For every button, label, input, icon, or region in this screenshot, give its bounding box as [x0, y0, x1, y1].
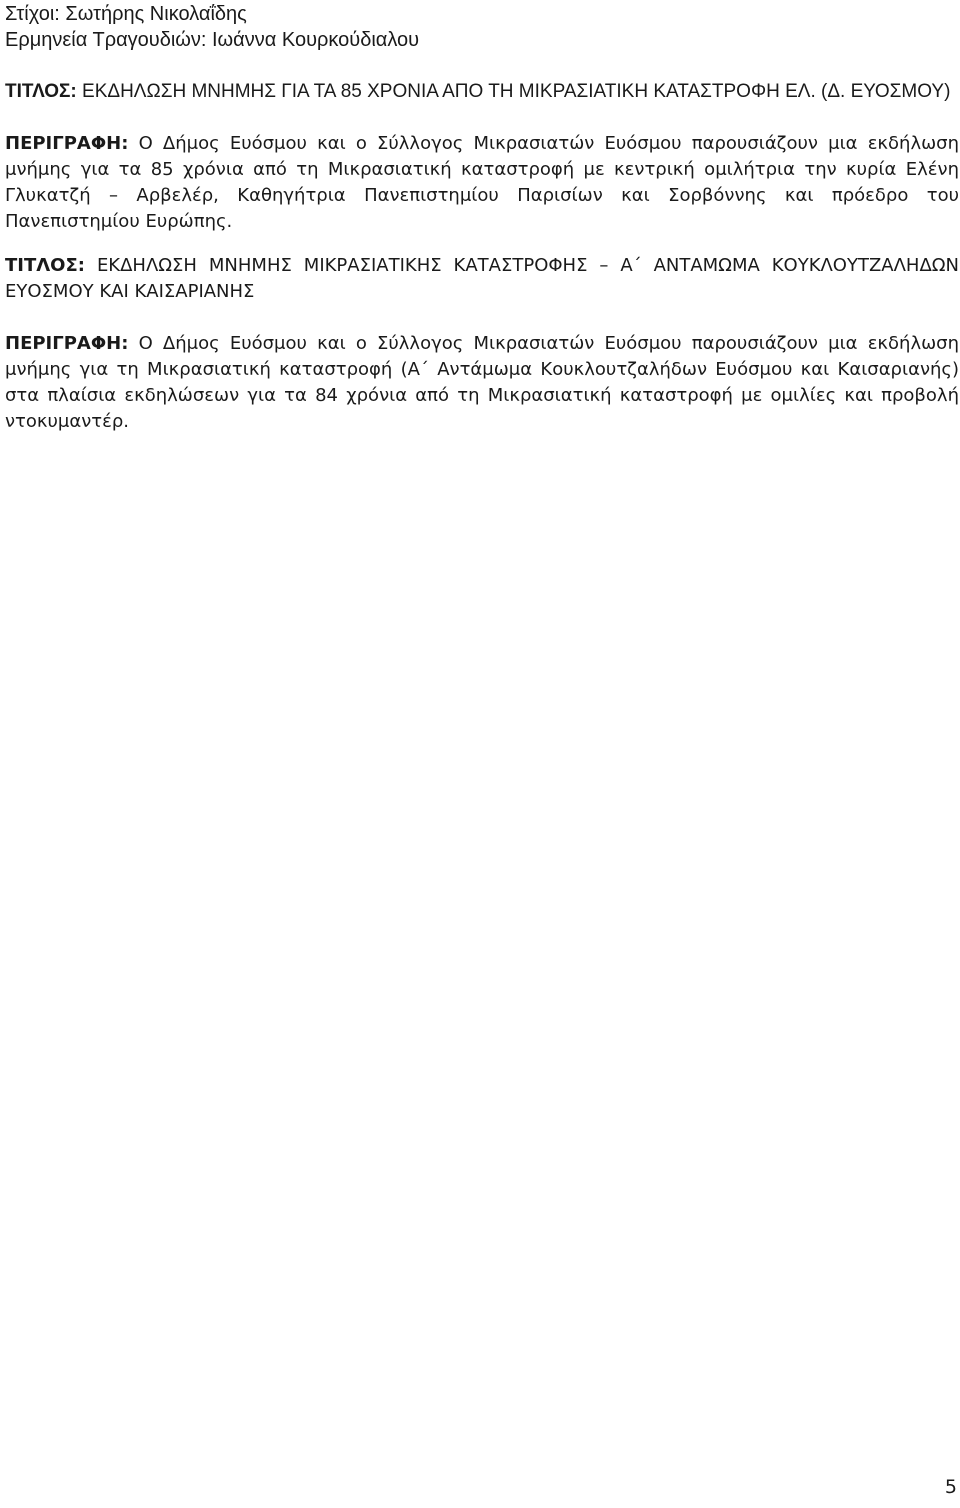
title-label: ΤΙΤΛΟΣ:: [5, 255, 85, 276]
page-number: 5: [944, 1476, 957, 1498]
entry-description: [5, 131, 959, 235]
title-label: ΤΙΤΛΟΣ:: [5, 81, 77, 102]
entry-1: [5, 79, 959, 235]
title-text: ΕΚΔΗΛΩΣΗ ΜΝΗΜΗΣ ΓΙΑ ΤΑ 85 ΧΡΟΝΙΑ ΑΠΟ ΤΗ ΜΙΚΡΑΣΙΑΤΙΚΗ ΚΑΤΑΣΤΡΟΦΗ ΕΛ. (Δ. ΕΥΟΣΜΟΥ): [82, 81, 951, 102]
description-text: Ο Δήμος Ευόσμου και ο Σύλλογος Μικρασιατών Ευόσμου παρουσιάζουν μια εκδήλωση μνήμης για τη Μικρασιατική καταστροφή (Α΄ Αντάμωμα Κουκλουτζαλήδων Ευόσμου και Καισαριανής) στα πλαίσια εκδηλώσεων για τα 84 χρόνια από τη Μικρασιατική καταστροφή με ομιλίες και προβολή ντοκυμαντέρ.: [5, 333, 959, 432]
entry-2: [5, 253, 959, 435]
title-text: ΕΚΔΗΛΩΣΗ ΜΝΗΜΗΣ ΜΙΚΡΑΣΙΑΤΙΚΗΣ ΚΑΤΑΣΤΡΟΦΗΣ – Α΄ ΑΝΤΑΜΩΜΑ ΚΟΥΚΛΟΥΤΖΑΛΗΔΩΝ ΕΥΟΣΜΟΥ ΚΑΙ ΚΑΙΣΑΡΙΑΝΗΣ: [5, 255, 959, 302]
credits: [5, 1, 959, 53]
lyrics-credit: Στίχοι: Σωτήρης Νικολαΐδης: [5, 3, 247, 25]
description-text: Ο Δήμος Ευόσμου και ο Σύλλογος Μικρασιατών Ευόσμου παρουσιάζουν μια εκδήλωση μνήμης για τα 85 χρόνια από τη Μικρασιατική καταστροφή με κεντρική ομιλήτρια την κυρία Ελένη Γλυκατζή – Αρβελέρ, Καθηγήτρια Πανεπιστημίου Παρισίων και Σορβόννης και πρόεδρο του Πανεπιστημίου Ευρώπης.: [5, 133, 959, 232]
performance-credit: Ερμηνεία Τραγουδιών: Ιωάννα Κουρκούδιαλου: [5, 29, 420, 51]
description-label: ΠΕΡΙΓΡΑΦΗ:: [5, 333, 129, 354]
entry-title: [5, 253, 959, 305]
entry-description: [5, 331, 959, 435]
document-page: [5, 0, 959, 435]
entry-title: [5, 79, 959, 105]
description-label: ΠΕΡΙΓΡΑΦΗ:: [5, 133, 129, 154]
